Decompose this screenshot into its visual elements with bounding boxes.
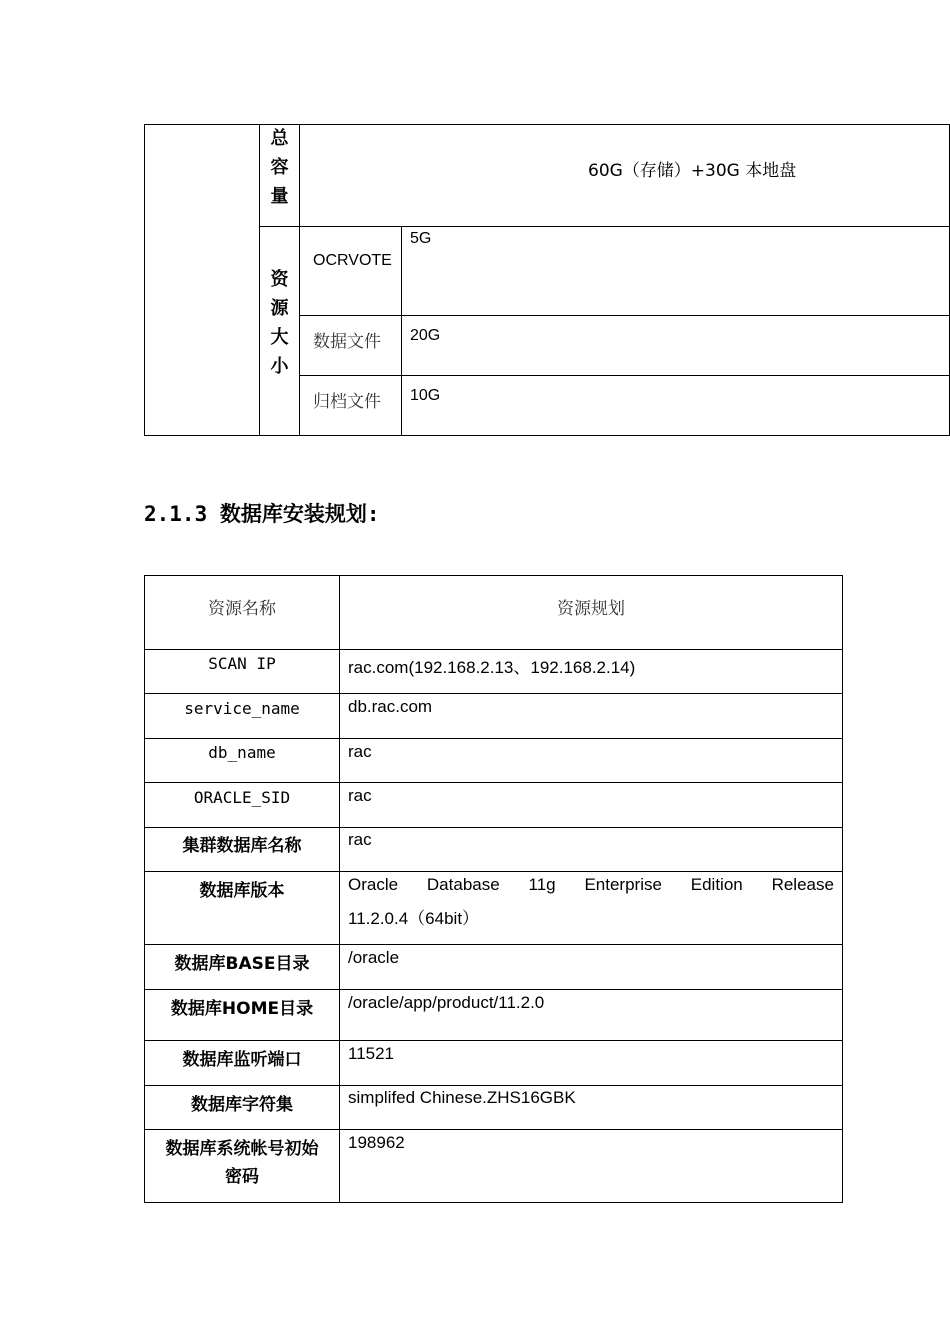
total-capacity-label-text: 总容量 [270, 128, 289, 207]
value-initial-password: 198962 [348, 1133, 405, 1152]
name-charset: 数据库字符集 [191, 1095, 293, 1115]
row-name-archivefile: 归档文件 [313, 392, 381, 412]
version-word: Edition [690, 875, 743, 894]
value-db-home-dir: /oracle/app/product/11.2.0 [348, 993, 545, 1012]
row-value-ocrvote: 5G [410, 230, 432, 247]
name-listener-port: 数据库监听端口 [182, 1050, 302, 1070]
value-charset: simplifed Chinese.ZHS16GBK [348, 1088, 576, 1107]
name-scan-ip: SCAN IP [208, 654, 276, 673]
resource-size-label [260, 265, 299, 381]
version-word: Oracle [348, 875, 399, 894]
name-db-name: db_name [208, 743, 276, 762]
value-db-base-dir: /oracle [348, 948, 400, 967]
total-capacity-label [260, 124, 299, 211]
version-word: Database [426, 875, 500, 894]
total-capacity-value: 60G（存储）+30G 本地盘 [588, 161, 797, 181]
row-name-ocrvote: OCRVOTE [313, 252, 392, 269]
name-service-name: service_name [184, 699, 300, 718]
header-resource-plan: 资源规划 [557, 599, 625, 619]
value-scan-ip: rac.com(192.168.2.13、192.168.2.14) [348, 658, 636, 677]
value-listener-port: 11521 [348, 1044, 395, 1063]
name-db-version: 数据库版本 [199, 881, 285, 901]
name-db-home-dir: 数据库HOME目录 [170, 999, 314, 1019]
version-word: Enterprise [584, 875, 662, 894]
row-value-datafile: 20G [410, 327, 441, 344]
name-initial-password-line1: 数据库系统帐号初始 [165, 1139, 319, 1159]
row-name-datafile: 数据文件 [313, 332, 381, 352]
section-heading: 2.1.3 数据库安装规划: [144, 502, 380, 526]
name-initial-password-line2: 密码 [225, 1167, 259, 1187]
header-resource-name: 资源名称 [208, 599, 276, 619]
value-service-name: db.rac.com [348, 697, 433, 716]
version-word: 11g [528, 875, 556, 894]
version-word: Release [771, 875, 834, 894]
row-value-archivefile: 10G [410, 387, 441, 404]
resource-size-label-text: 资源大小 [270, 269, 289, 377]
value-db-version-line2: 11.2.0.4（64bit） [348, 909, 480, 928]
name-cluster-db-name: 集群数据库名称 [182, 836, 302, 856]
value-oracle-sid: rac [348, 786, 372, 805]
value-db-version-line1 [348, 875, 834, 895]
name-oracle-sid: ORACLE_SID [193, 788, 291, 807]
value-db-name: rac [348, 742, 372, 761]
value-cluster-db-name: rac [348, 830, 372, 849]
name-db-base-dir: 数据库BASE目录 [174, 954, 310, 974]
